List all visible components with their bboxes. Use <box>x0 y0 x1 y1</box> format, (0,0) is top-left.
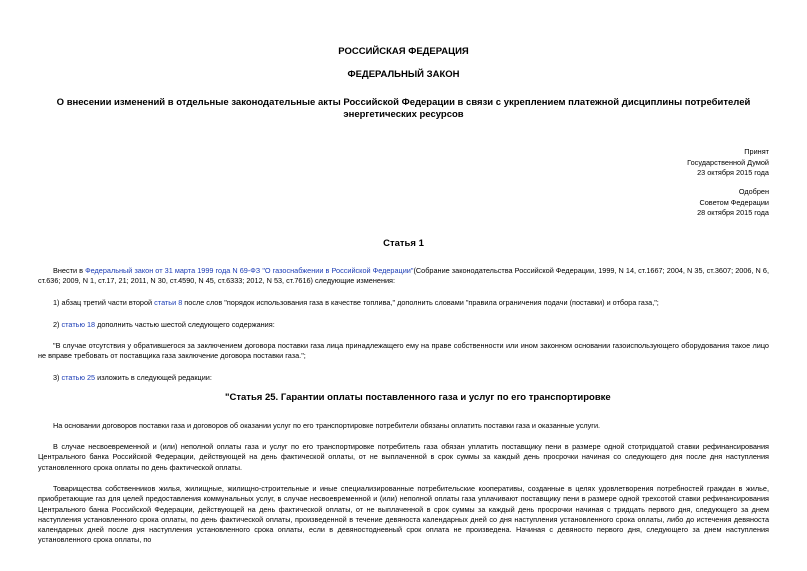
approval-line-2: Советом Федерации <box>699 197 769 207</box>
intro-text-post: (Собрание законодательства Российской Федерации, 1999, N 14, ст.1667; 2004, N 35, ст.3607; 2006, N 6, ст.636; 2009, N 1, ст.17, 21; 2011, N 30, ст.4590, N 45, ст.6333; 2012, N 53, ст.7616) следующие изменения: <box>38 266 769 286</box>
adoption-date: 23 октября 2015 года <box>697 168 769 177</box>
gas-supply-law-link[interactable]: "О газоснабжении в Российской Федерации" <box>262 266 414 275</box>
adoption-line-2: Государственной Думой <box>687 157 769 167</box>
article-18-link[interactable]: статью 18 <box>61 320 96 329</box>
law-title: О внесении изменений в отдельные законодательные акты Российской Федерации в связи с укреплением платежной дисциплины потребителей энергетических ресурсов <box>56 97 751 120</box>
item-3-post: изложить в следующей редакции: <box>95 373 212 382</box>
article-18-quote: "В случае отсутствия у обратившегося за заключением договора поставки газа лица принадлежащего ему на праве собственности или ином законном основании газоиспользующего оборудования такое лицо не вправе требовать от поставщика газа заключение договора поставки газа."; <box>38 341 769 361</box>
article-25-paragraph-1: На основании договоров поставки газа и договоров об оказании услуг по его транспортировке потребители обязаны оплатить поставки газа и оказанные услуги. <box>53 421 601 430</box>
law-type-heading: ФЕДЕРАЛЬНЫЙ ЗАКОН <box>347 69 460 80</box>
approval-block <box>569 187 769 219</box>
article-1-item-1 <box>38 298 769 308</box>
adoption-line-1: Принят <box>744 147 769 156</box>
item-3-pre: 3) <box>53 373 62 382</box>
intro-text-pre: Внести в <box>53 266 86 275</box>
article-1-item-3 <box>38 373 769 383</box>
item-1-pre: 1) абзац третий части второй <box>53 298 155 307</box>
article-25-paragraph-2: В случае несвоевременной и (или) неполной оплаты газа и услуг по его транспортировке потребитель газа обязан уплатить поставщику пени в размере одной стотридцатой ставки рефинансирования Центрального банка Российской Федерации, действующей на день фактической оплаты, от не выплаченной в срок суммы за каждый день просрочки начиная со следующего дня после дня наступления установленного срока оплаты по день фактической оплаты. <box>38 442 769 472</box>
approval-date: 28 октября 2015 года <box>697 208 769 217</box>
article-25-heading: "Статья 25. Гарантии оплаты поставленного газа и услуг по его транспортировке <box>225 392 611 403</box>
item-1-post: после слов "порядок использования газа в качестве топлива," дополнить словами "правила ограничения подачи (поставки) и отбора газа,"; <box>182 298 659 307</box>
article-25-paragraph-3: Товарищества собственников жилья, жилищные, жилищно-строительные и иные специализированные потребительские кооперативы, созданные в целях удовлетворения потребностей граждан в жилье, приобретающие газ для целей предоставления коммунальных услуг, в случае несвоевременной и (или) неполной оплаты газа уплачивают поставщику пени в размере одной трехсотой ставки рефинансирования Центрального банка Российской Федерации, действующей на день фактической оплаты, от не выплаченной в срок суммы за каждый день просрочки начиная с тридцать первого дня, следующего за днем наступления установленного срока оплаты, по день фактической оплаты, произведенной в течение девяноста календарных дней со дня наступления установленного срока оплаты, либо до истечения девяноста календарных дней после дня наступления установленного срока оплаты, если в девяностодневный срок оплата не произведена. Начиная с девяносто первого дня, следующего за днем наступления установленного срока оплаты, по <box>38 484 769 545</box>
article-25-link[interactable]: статью 25 <box>61 373 96 382</box>
country-heading: РОССИЙСКАЯ ФЕДЕРАЦИЯ <box>338 46 469 57</box>
approval-line-1: Одобрен <box>738 187 769 196</box>
article-8-link[interactable]: статьи 8 <box>154 298 183 307</box>
article-1-heading: Статья 1 <box>383 238 424 249</box>
adoption-block <box>569 147 769 179</box>
article-1-intro <box>38 266 769 287</box>
item-2-pre: 2) <box>53 320 62 329</box>
article-1-item-2 <box>38 320 769 330</box>
item-2-post: дополнить частью шестой следующего содержания: <box>95 320 275 329</box>
federal-law-link[interactable]: Федеральный закон от 31 марта 1999 года N 69-ФЗ <box>85 266 261 275</box>
